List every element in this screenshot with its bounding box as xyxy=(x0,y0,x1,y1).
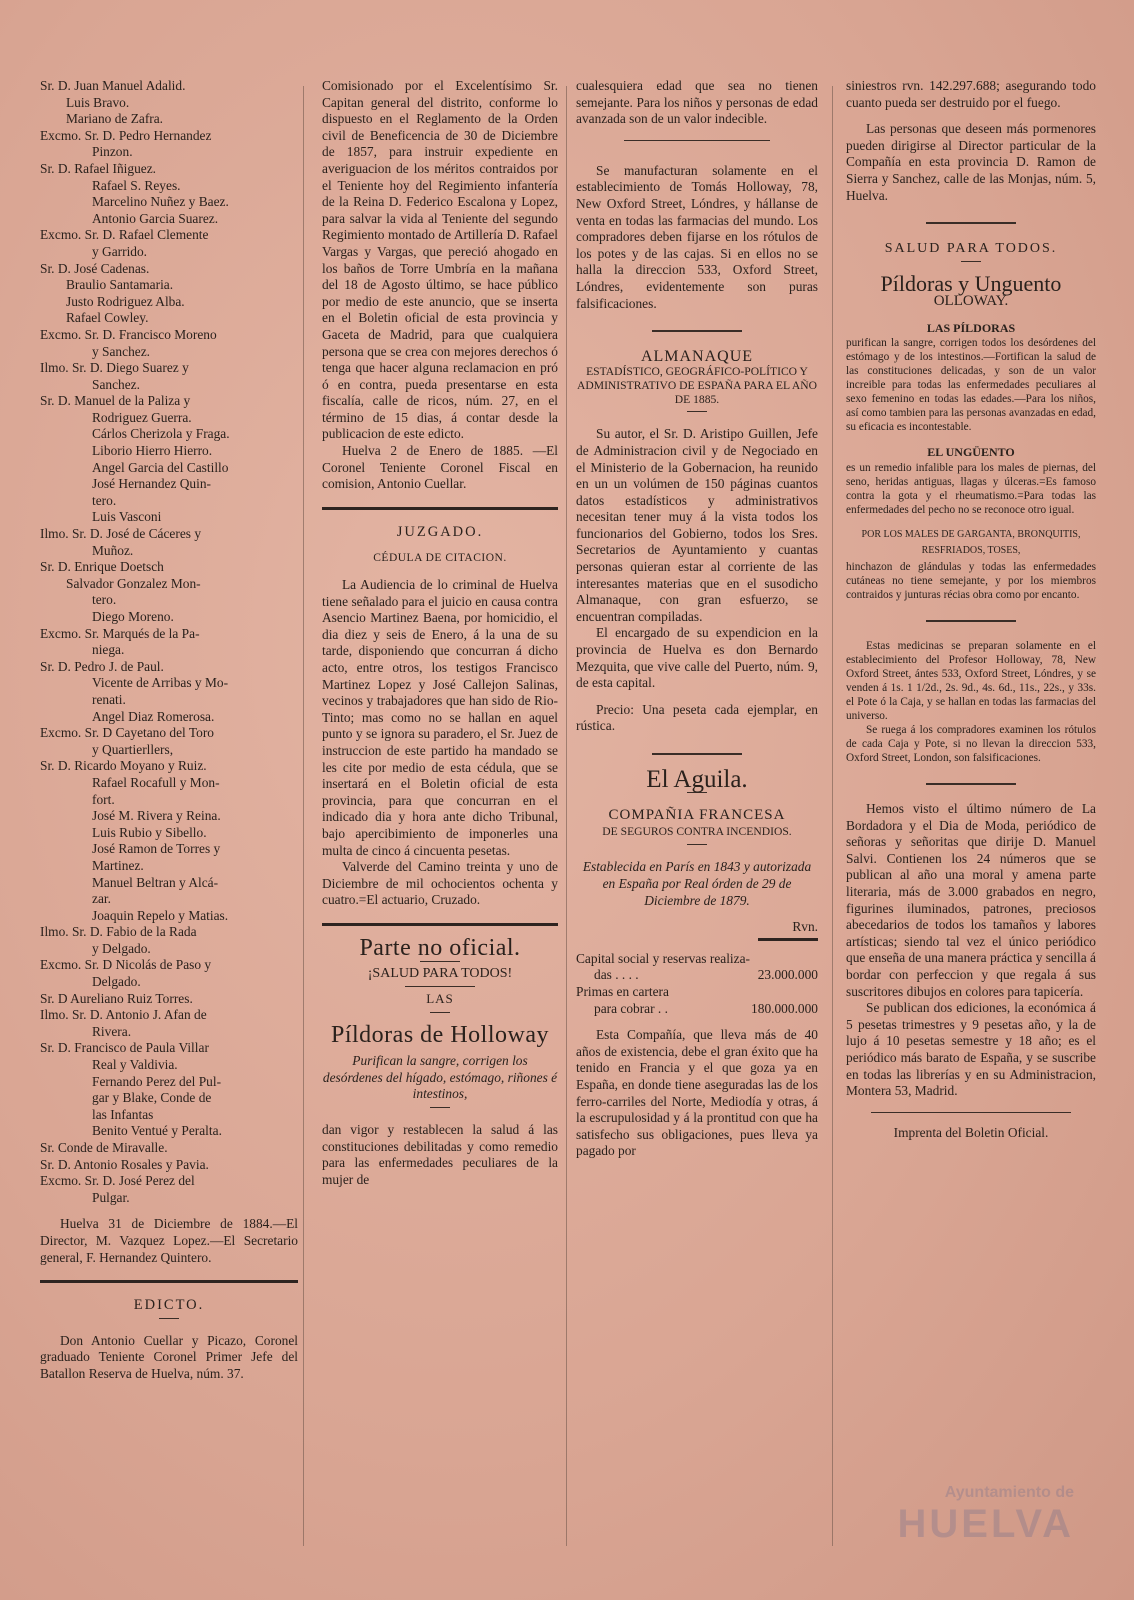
member-name: Sr. D. Juan Manuel Adalid. xyxy=(40,78,186,93)
cedula-body: La Audiencia de lo criminal de Huelva tiene señalado para el juicio en causa contra Asencio Martinez Baena, por homicidio, el dia diez y seis de Enero, á la una de su tarde, disponiendo que concurran á dicho acto, entre otros, los testigos Francisco Martinez Lopez y José Callejon Salinas, vecinos y trabajadores que han sido de Rio-Tinto; mas como no se hallan en aquel punto y se ignora su paradero, el Sr. Juez de instruccion de este partido ha mandado se les cite por medio de esta cédula, que se insertará en el Boletin oficial de esta provincia, para que concurran en el indicado dia y hora ante dicho Tribunal, bajo apercibimiento de imponerles una multa de cinco á cincuenta pesetas. xyxy=(322,577,558,858)
pildoras-continued: cualesquiera edad que sea no tienen semejante. Para los niños y personas de edad avanzada son de un valor indecible. xyxy=(576,78,818,127)
member-name: Sr. D. Rafael Iñiguez. xyxy=(40,160,157,176)
las-label: LAS xyxy=(426,991,454,1007)
member-name: gar y Blake, Conde de xyxy=(92,1090,212,1106)
dash xyxy=(961,261,981,262)
member-name: Ilmo. Sr. D. Antonio J. Afan de xyxy=(40,1007,207,1023)
member-name: Sanchez. xyxy=(92,376,140,392)
member-name: Real y Valdivia. xyxy=(92,1057,178,1073)
ornament xyxy=(576,745,818,762)
member-name: Fernando Perez del Pul- xyxy=(92,1073,222,1089)
member-name: Delgado. xyxy=(92,974,141,990)
member-name: niega. xyxy=(92,642,125,658)
member-name: Marcelino Nuñez y Baez. xyxy=(92,194,229,210)
dash xyxy=(687,844,707,845)
primas-value: 180.000.000 xyxy=(751,1000,818,1016)
member-name: Sr. D. Manuel de la Paliza y xyxy=(40,393,191,409)
edicto-heading: EDICTO. xyxy=(133,1297,205,1314)
almanaque-subtitle: ESTADÍSTICO, GEOGRÁFICO-POLÍTICO Y ADMINISTRATIVO DE ESPAÑA PARA EL AÑO DE 1885. xyxy=(577,365,817,407)
column-1 xyxy=(40,78,298,1383)
member-name: y Delgado. xyxy=(92,940,151,956)
pildoras-unguento-heading: Píldoras y Unguento xyxy=(880,271,1062,297)
cedula-signature: Valverde del Camino treinta y uno de Diciembre de mil ochocientos ochenta y cuatro.=El actuario, Cruzado. xyxy=(322,859,558,908)
primas-label: Primas en cartera xyxy=(576,983,669,999)
list-closing: Huelva 31 de Diciembre de 1884.—El Director, M. Vazquez Lopez.—El Secretario general, F. Hernandez Quintero. xyxy=(40,1216,298,1265)
member-name: tero. xyxy=(92,492,117,508)
member-name: Sr. Conde de Miravalle. xyxy=(40,1140,168,1155)
capital-row xyxy=(576,951,818,984)
section-rule xyxy=(322,507,558,510)
member-name: Pulgar. xyxy=(92,1189,130,1205)
males-body: hinchazon de glándulas y todas las enfermedades cutáneas no tiene semejante, y por los miembros contraidos y junturas récias obra como por encanto. xyxy=(846,560,1096,601)
juzgado-heading: JUZGADO. xyxy=(396,523,484,540)
member-name: Excmo. Sr. D. Pedro Hernandez xyxy=(40,127,212,143)
almanaque-body: Su autor, el Sr. D. Aristipo Guillen, Jefe de Administracion civil y de Negociado en el Ministerio de la Gobernacion, ha reunido en un un volúmen de 150 páginas cuantos datos estadísticos y administrativos necesitan tener muy á la vista todos los funcionarios del Gobierno, todos los Sres. Secretarios de Ayuntamiento y cuantas personas quieran estar al corriente de las interesantes materias que en el susodicho Almanaque, con gran esfuerzo, se encuentran compiladas. xyxy=(576,426,818,624)
member-name: Rafael Rocafull y Mon- xyxy=(92,774,220,790)
salud-heading: ¡SALUD PARA TODOS! xyxy=(367,965,513,981)
edicto-intro: Don Antonio Cuellar y Picazo, Coronel graduado Teniente Coronel Primer Jefe del Batallon Reserva de Huelva, núm. 37. xyxy=(40,1332,298,1381)
almanaque-heading: ALMANAQUE xyxy=(640,347,754,365)
member-name: José Hernandez Quin- xyxy=(92,476,211,492)
member-name: Diego Moreno. xyxy=(92,609,174,624)
member-name: José Ramon de Torres y xyxy=(92,841,221,857)
column-4 xyxy=(846,78,1096,1141)
salud-para-todos-heading: SALUD PARA TODOS. xyxy=(884,240,1058,256)
member-name: Cárlos Cherizola y Fraga. xyxy=(92,426,230,442)
capital-value: 23.000.000 xyxy=(757,967,818,983)
member-name: y Quartierllers, xyxy=(92,741,174,757)
ruega-body: Se ruega á los compradores examinen los rótulos de cada Caja y Pote, si no llevan la direccion 533, Oxford Street, London, son falsificaciones. xyxy=(846,723,1096,764)
edicto-signature: Huelva 2 de Enero de 1885. —El Coronel Teniente Coronel Fiscal en comision, Antonio Cuellar. xyxy=(322,443,558,492)
edicto-body: Comisionado por el Excelentísimo Sr. Capitan general del distrito, conforme lo dispuesto en el Reglamento de la Orden civil de Beneficencia de 30 de Diciembre de 1857, para instruir expediente en averiguacion de los méritos contraidos por el Teniente hoy del Regimiento infantería de la Reina D. Federico Escalona y Lopez, para salvar la vida al Teniente del segundo Regimiento montado de Artillería D. Rafael Vargas y Vargas, que pereció ahogado en los baños de Torre Umbría en la mañana del 18 de Agosto último, se hace público por medio de este anuncio, que se inserta en el Boletin oficial de esta provincia y Gaceta de Madrid, para que cualquiera persona que se crea con mejores derechos ó tenga que hacer alguna reclamacion en pró ó en contra, pueda presentarse en esta fiscalía, calle de ricos, núm. 27, en el término de 15 dias, á contar desde la publicacion de este edicto. xyxy=(322,78,558,442)
dash xyxy=(159,1318,179,1319)
member-name: Ilmo. Sr. D. Diego Suarez y xyxy=(40,360,189,376)
ornament xyxy=(846,775,1096,792)
member-name: tero. xyxy=(92,592,117,608)
males-heading: POR LOS MALES DE GARGANTA, BRONQUITIS, RESFRIADOS, TOSES, xyxy=(861,528,1081,557)
member-name: Excmo. Sr. D. Rafael Clemente xyxy=(40,227,209,243)
watermark-line-2: HUELVA xyxy=(897,1502,1074,1546)
estas-medicinas-body: Estas medicinas se preparan solamente en el establecimiento del Profesor Holloway, 78, New Oxford Street, ántes 533, Oxford Street, Lóndres, y se venden á 1s. 1 1/2d., 2s. 9d., 4s. 6d., 11s., 22s., y 33s. el Pote ó la Caja, y se hallan en todas las farmacias del universo. xyxy=(846,639,1096,722)
parte-no-oficial-heading: Parte no oficial. xyxy=(359,934,521,961)
unguento-heading: EL UNGÜENTO xyxy=(927,445,1015,460)
compania-body: Esta Compañía, que lleva más de 40 años de existencia, debe el gran éxito que ha tenido en Francia y el que goza ya en España, en donde tiene aseguradas las de los ferro-carriles del Norte, Mediodía y otras, á la escrupulosidad y á la prontitud con que ha satisfecho sus obligaciones, pues lleva ya pagado por xyxy=(576,1027,818,1159)
member-name: Manuel Beltran y Alcá- xyxy=(92,874,219,890)
member-name: Mariano de Zafra. xyxy=(66,111,164,127)
member-name: Ilmo. Sr. D. José de Cáceres y xyxy=(40,526,202,542)
ornament xyxy=(846,612,1096,629)
dash xyxy=(430,1012,450,1013)
member-name: Justo Rodriguez Alba. xyxy=(66,293,185,309)
member-name: Martinez. xyxy=(92,857,144,873)
capital-label-cont: das . . . . xyxy=(594,967,639,983)
separator xyxy=(871,1112,1071,1113)
member-name: Sr. D. Ricardo Moyano y Ruiz. xyxy=(40,758,207,774)
member-name: José M. Rivera y Reina. xyxy=(92,808,221,824)
primas-row xyxy=(576,984,818,1017)
member-name: Sr. D. Pedro J. de Paul. xyxy=(40,658,164,674)
member-name: Excmo. Sr. D Cayetano del Toro xyxy=(40,725,214,741)
member-name: Rivera. xyxy=(92,1023,132,1039)
member-name: Salvador Gonzalez Mon- xyxy=(66,575,201,591)
compania-heading: COMPAÑIA FRANCESA xyxy=(608,807,786,824)
member-name: Muñoz. xyxy=(92,542,134,558)
member-name: Liborio Hierro Hierro. xyxy=(92,443,213,459)
watermark-line-1: Ayuntamiento de xyxy=(944,1484,1074,1501)
las-pildoras-heading: LAS PÍLDORAS xyxy=(926,320,1016,335)
member-name: Rafael Cowley. xyxy=(66,310,149,326)
aguila-heading: El Aguila. xyxy=(646,765,748,793)
column-2 xyxy=(322,78,558,1188)
member-name: Excmo. Sr. D. Francisco Moreno xyxy=(40,326,217,342)
member-name: Excmo. Sr. D. José Perez del xyxy=(40,1173,195,1189)
member-name: Braulio Santamaria. xyxy=(66,277,174,293)
member-name: Sr. D. Antonio Rosales y Pavia. xyxy=(40,1156,209,1172)
unguento-body: es un remedio infalible para los males de piernas, del seno, heridas antiguas, llagas y úlceras.=Es famoso contra la gota y el rheumatismo.=Para todas las enfermedades del pecho no se reconoce otro igual. xyxy=(846,461,1096,516)
olloway-heading: OLLOWAY. xyxy=(933,292,1009,309)
member-name: Sr. D. Enrique Doetsch xyxy=(40,559,164,575)
imprenta-footer: Imprenta del Boletin Oficial. xyxy=(893,1124,1049,1140)
rvn-label: Rvn. xyxy=(792,919,818,935)
member-name: Vicente de Arribas y Mo- xyxy=(92,675,229,691)
bordadora-editions: Se publican dos ediciones, la económica á 5 pesetas trimestres y 9 pesetas año, y la de lujo á 10 pesetas semestre y 18 año; es el periódico más barato de España, y se suscribe en todas las librerías y en su Administracion, Montera 53, Madrid. xyxy=(846,1000,1096,1099)
column-divider xyxy=(832,86,833,1546)
section-rule xyxy=(322,923,558,926)
ornament xyxy=(846,214,1096,231)
column-3 xyxy=(576,78,818,1160)
compania-continued: siniestros rvn. 142.297.688; asegurando todo cuanto pueda ser destruido por el fuego. xyxy=(846,78,1096,110)
ornament xyxy=(576,322,818,339)
member-name: Pinzon. xyxy=(92,144,133,160)
member-name: Joaquin Repelo y Matias. xyxy=(92,907,229,923)
member-name: Antonio Garcia Suarez. xyxy=(92,210,219,226)
member-name: y Garrido. xyxy=(92,243,148,259)
member-name: Angel Garcia del Castillo xyxy=(92,459,229,475)
almanaque-price: Precio: Una peseta cada ejemplar, en rústica. xyxy=(576,701,818,734)
pildoras-holloway-heading: Píldoras de Holloway xyxy=(331,1021,549,1048)
member-name: Sr. D. José Cadenas. xyxy=(40,260,150,276)
establecida-note: Establecida en París en 1843 y autorizada en España por Real órden de 29 de Diciembre de 1879. xyxy=(582,859,812,908)
dash xyxy=(405,986,475,987)
member-name: Excmo. Sr. Marqués de la Pa- xyxy=(40,625,200,641)
las-pildoras-body: purifican la sangre, corrigen todos los desórdenes del estómago y de los intestinos.—Fortifican la salud de las constituciones delicadas, y son de un valor increible para todas las enfermedades peculiares al sexo femenino en todas las edades.—Para los niños, así como tambien para las personas avanzadas en edad, su eficacia es incontestable. xyxy=(846,337,1096,434)
member-name: fort. xyxy=(92,791,115,807)
member-name: Angel Diaz Romerosa. xyxy=(92,708,215,724)
member-name: las Infantas xyxy=(92,1106,154,1122)
dash xyxy=(430,1107,450,1108)
member-name: Benito Ventué y Peralta. xyxy=(92,1123,222,1139)
member-name: Rafael S. Reyes. xyxy=(92,177,181,193)
manufacture-notice: Se manufacturan solamente en el establecimiento de Tomás Holloway, 78, New Oxford Street, Lóndres, y hállanse de venta en todas las farmacias del mundo. Los compradores deben fijarse en los rótulos de los potes y de las cajas. Si en ellos no se halla la direccion 533, Oxford Street, Lóndres, evidentemente son puras falsificaciones. xyxy=(576,162,818,311)
member-name: Luis Vasconi xyxy=(92,509,162,525)
primas-label-cont: para cobrar . . xyxy=(594,1000,668,1016)
member-name: Excmo. Sr. D Nicolás de Paso y xyxy=(40,957,212,973)
almanaque-seller: El encargado de su expendicion en la provincia de Huelva es don Bernardo Mezquita, que vive calle del Puerto, núm. 9, de esta capital. xyxy=(576,625,818,691)
member-name: Luis Rubio y Sibello. xyxy=(92,824,207,840)
column-divider xyxy=(566,86,567,1546)
member-name: Ilmo. Sr. D. Fabio de la Rada xyxy=(40,924,197,940)
dash xyxy=(687,411,707,412)
column-divider xyxy=(303,86,304,1546)
seguros-heading: DE SEGUROS CONTRA INCENDIOS. xyxy=(602,824,792,838)
member-name: Sr. D Aureliano Ruiz Torres. xyxy=(40,990,193,1006)
pildoras-subtitle: Purifican la sangre, corrigen los desórdenes del hígado, estómago, riñones é intestinos, xyxy=(322,1053,558,1102)
member-name: Rodriguez Guerra. xyxy=(92,409,192,425)
pildoras-body: dan vigor y restablecen la salud á las constituciones debilitadas y como remedio para las enfermedades peculiares de la mujer de xyxy=(322,1122,558,1187)
capital-label: Capital social y reservas realiza- xyxy=(576,950,750,966)
member-name: Sr. D. Francisco de Paula Villar xyxy=(40,1040,209,1056)
member-name: renati. xyxy=(92,691,126,707)
separator xyxy=(624,140,769,141)
member-name: zar. xyxy=(92,891,111,907)
member-name: Luis Bravo. xyxy=(66,94,130,110)
personas-notice: Las personas que deseen más pormenores pueden dirigirse al Director particular de la Compañía en esta provincia D. Ramon de Sierra y Sanchez, calle de las Monjas, núm. 5, Huelva. xyxy=(846,121,1096,203)
section-rule xyxy=(40,1280,298,1283)
bordadora-review: Hemos visto el último número de La Bordadora y el Dia de Moda, periódico de señoras y señoritas que dirije D. Manuel Salvi. Contienen los 24 números que se publican al año una moral y amena parte literaria, más de 3.000 grabados en negro, figurines iluminados, patrones, preciosos abecedarios de todos los tamaños y labores artísticas; siendo tal vez el único periódico que enseña de una manera práctica y sencilla á bordar con perfeccion y que regala á sus suscritores dibujos en colores para tapicería. xyxy=(846,801,1096,999)
rvn-rule xyxy=(758,938,818,941)
member-list xyxy=(40,78,298,1206)
archive-watermark xyxy=(834,1484,1074,1574)
member-name: y Sanchez. xyxy=(92,343,151,359)
cedula-heading: CÉDULA DE CITACION. xyxy=(373,552,507,565)
